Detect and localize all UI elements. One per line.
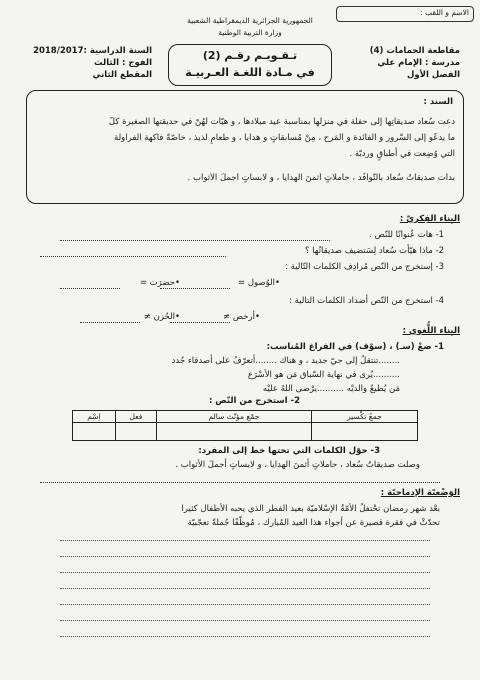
antonym-item-a: •أرخص ≠ — [223, 312, 260, 322]
writing-line[interactable] — [60, 604, 430, 605]
extraction-table-grid — [72, 410, 418, 441]
fill-sentence-2[interactable]: ..........يُرى في نهاية السّباق مَن هو الأسْرَع — [247, 370, 400, 380]
paragraph-line: بدأت صديقاتُ سُعاد بالتّوافُد ، حاملاتٍ أثمنَ الهدايا ، و لابساتٍ أجملَ الأثواب . — [187, 173, 455, 183]
reading-text-box — [26, 90, 464, 204]
table-header-verb: فعل — [115, 411, 156, 423]
synonym-item-a: •الوُصول = — [238, 278, 280, 288]
synonym-item-b: •حضرَت = — [139, 278, 180, 288]
comprehension-heading: البِناء الفِكريّ : — [399, 214, 460, 224]
question-1: 1- هات عُنوانًا للنّص . — [369, 230, 444, 240]
table-cell[interactable] — [115, 423, 156, 441]
table-cell[interactable] — [311, 423, 417, 441]
fill-sentence-1[interactable]: ........تنتقلُ إلى حيّ جديد ، و هناك ........أتعرّفُ على أصدقاء جُدد — [171, 356, 400, 366]
language-question-3: 3- حوّل الكلمات التي تحتها خط إلى المفرد: — [198, 446, 380, 456]
evaluation-title-box — [168, 44, 332, 86]
table-header-fem-plural: جمْع مؤنّث سالم — [157, 411, 312, 423]
subject-title: في مـادة اللغـة العـربيـة — [185, 66, 315, 79]
writing-line[interactable] — [60, 572, 430, 573]
paragraph-line: ما يدعُو إلى السُّرور و الفائدة و المَرح ، مِنْ مُسابقاتٍ و هدايا ، و طعامٍ لذيذ ، خاصّةً فاكهة الفراولة — [114, 133, 455, 143]
ministry-line: وزارة التربية الوطنية — [218, 28, 282, 37]
district-label: مقاطعة الحمامات (4) — [369, 46, 460, 56]
question-3: 3- إستخرج من النّص مُرادِف الكلمات التّالية : — [285, 262, 444, 272]
language-heading: البِناء اللُّغوي : — [402, 326, 460, 336]
name-field-box[interactable] — [336, 6, 474, 22]
integration-heading: الوَضْعيّة الإدماجيّة : — [380, 488, 460, 498]
language-question-2: 2- استخرج من النّص : — [208, 396, 300, 406]
extraction-table — [72, 410, 418, 440]
antonym-answer-b[interactable] — [80, 322, 140, 323]
name-field-label: الاسم و اللقب : — [420, 8, 469, 17]
school-label: مدرسة : الإمام علي — [377, 58, 460, 68]
fill-sentence-3[interactable]: مَن يُطيعُ والديْه ..........يرْضى اللهُ عليْه — [262, 384, 400, 394]
writing-line[interactable] — [60, 540, 430, 541]
paragraph-line: التي وُضِعت في أطباقٍ ورديّة . — [349, 149, 455, 159]
writing-line[interactable] — [60, 636, 430, 637]
table-header-noun: اِسْم — [73, 411, 116, 423]
table-cell[interactable] — [73, 423, 116, 441]
republic-line: الجمهورية الجزائرية الديمقراطية الشعبية — [187, 16, 313, 25]
table-cell[interactable] — [157, 423, 312, 441]
integration-line-1: بعْد شهر رمضان تحْتفلُ الأمّةُ الإسْلاميّة بعيد الفطر الذي يحبه الأطفال كثيرا — [181, 504, 440, 514]
integration-line-2: تحدّثْ في فقرة قصيرة عن أجواء هذا العيد المُبارك ، مُوظّفًا جُملةً تعجّبيّة — [187, 518, 440, 528]
paragraph-line: دعت سُعاد صديقاتِها إلى حفلة في منزلها بمناسبة عيد ميلادها ، و هيّأت لهُنّ في حديقتها الصغيرة كُلّ — [108, 117, 455, 127]
answer-line-singular[interactable] — [40, 482, 440, 483]
answer-line-2[interactable] — [40, 256, 226, 257]
term-label: الفصل الأول — [406, 70, 460, 80]
writing-line[interactable] — [60, 556, 430, 557]
answer-line-1[interactable] — [60, 240, 330, 241]
writing-line[interactable] — [60, 620, 430, 621]
text-label: السند : — [423, 97, 453, 107]
table-header-broken-plural: جمعُ تكْسير — [311, 411, 417, 423]
antonym-item-b: •الحُزن ≠ — [143, 312, 180, 322]
unit-label: المقطع الثاني — [92, 70, 152, 80]
singular-sentence: وصلت صديقاتُ سُعاد ، حاملاتٍ أثمنَ الهدايا ، و لابساتٍ أجملَ الأثواب . — [175, 460, 420, 470]
group-label: الفوج : الثالث — [94, 58, 152, 68]
language-question-1: 1- ضعْ (سـ) ، (سوْف) في الفراغ المُناسب: — [266, 342, 444, 352]
question-4: 4- استخرج من النّص أضداد الكلمات التالية : — [289, 296, 444, 306]
writing-line[interactable] — [60, 588, 430, 589]
question-2: 2- ماذا هيّأت سُعاد لِسَتضيف صديقاتُها ؟ — [304, 246, 444, 256]
evaluation-title: تـقـويـم رقـم (2) — [202, 49, 298, 62]
school-year-label: السنة الدراسية :2018/2017 — [33, 46, 152, 56]
synonym-answer-b[interactable] — [60, 288, 120, 289]
